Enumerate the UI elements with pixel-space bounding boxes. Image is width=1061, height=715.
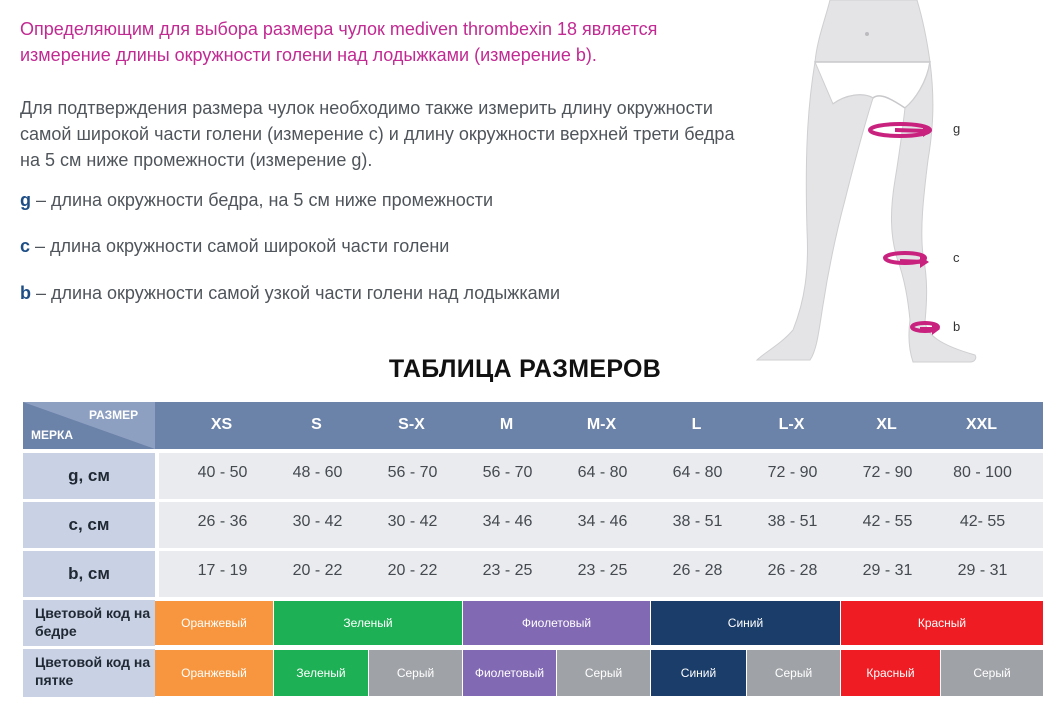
table-cell: 56 - 70 <box>482 464 533 481</box>
table-cell: 72 - 90 <box>767 464 818 481</box>
table-cell: 29 - 31 <box>862 562 913 579</box>
table-cell: 23 - 25 <box>482 562 533 579</box>
row-label-g: g, см <box>23 453 155 499</box>
thigh-color-band: Оранжевый <box>155 601 273 645</box>
thigh-color-band: Зеленый <box>274 601 462 645</box>
table-cell: 29 - 31 <box>957 562 1008 579</box>
row-label-c: c, см <box>23 502 155 548</box>
header-size-lx: L-X <box>778 416 805 433</box>
navel-icon <box>865 32 869 36</box>
table-cell: 56 - 70 <box>387 464 438 481</box>
heel-color-cell: Зеленый <box>274 650 368 696</box>
table-cell: 17 - 19 <box>197 562 248 579</box>
leg-left <box>757 62 873 360</box>
table-cell: 20 - 22 <box>292 562 343 579</box>
table-row-g <box>159 453 1043 499</box>
table-cell: 48 - 60 <box>292 464 343 481</box>
row-label-heel-color: Цветовой код на пятке <box>23 649 155 697</box>
heel-color-cell: Серый <box>941 650 1043 696</box>
legend-text: – длина окружности бедра, на 5 см ниже промежности <box>36 190 494 210</box>
legend-text: – длина окружности самой узкой части голени над лодыжками <box>36 283 561 303</box>
table-cell: 72 - 90 <box>862 464 913 481</box>
table-header <box>23 402 1043 449</box>
heel-color-cell: Серый <box>747 650 840 696</box>
legend-text: – длина окружности самой широкой части голени <box>35 236 450 256</box>
header-size-mx: M-X <box>586 416 617 433</box>
table-cell: 34 - 46 <box>482 513 533 530</box>
legend-key: b <box>20 283 31 303</box>
heel-color-cell: Красный <box>841 650 940 696</box>
table-cell: 26 - 36 <box>197 513 248 530</box>
figure-label-g: g <box>953 121 961 136</box>
confirm-text: Для подтверждения размера чулок необходимо также измерить длину окружности самой широкой части голени (измерение c) и длину окружности верхней трети бедра на 5 см ниже промежности (измерение g). <box>20 98 735 170</box>
table-cell: 80 - 100 <box>953 464 1012 481</box>
header-size-sx: S-X <box>398 416 425 433</box>
legend-item-c <box>20 236 449 257</box>
body-silhouette <box>815 0 930 62</box>
figure-label-b: b <box>953 319 961 334</box>
table-cell: 23 - 25 <box>577 562 628 579</box>
legend-item-b <box>20 283 560 304</box>
table-cell: 20 - 22 <box>387 562 438 579</box>
header-corner <box>23 402 155 449</box>
intro-text: Определяющим для выбора размера чулок mediven thrombexin 18 является измерение длины окружности голени над лодыжками (измерение b). <box>20 19 658 65</box>
header-size-m: M <box>499 416 514 433</box>
thigh-color-band: Синий <box>651 601 840 645</box>
thigh-color-band: Красный <box>841 601 1043 645</box>
table-cell: 26 - 28 <box>767 562 818 579</box>
heel-color-cell: Серый <box>557 650 650 696</box>
table-cell: 42- 55 <box>959 513 1006 530</box>
table-cell: 26 - 28 <box>672 562 723 579</box>
row-label-b: b, см <box>23 551 155 597</box>
heel-color-cell: Фиолетовый <box>463 650 556 696</box>
header-size-xs: XS <box>210 416 233 433</box>
figure-label-c: c <box>953 250 960 265</box>
table-row-c <box>159 502 1043 548</box>
header-size-xxl: XXL <box>965 416 998 433</box>
table-row-b <box>159 551 1043 597</box>
thigh-color-band: Фиолетовый <box>463 601 650 645</box>
table-cell: 30 - 42 <box>387 513 438 530</box>
table-cell: 42 - 55 <box>862 513 913 530</box>
table-cell: 64 - 80 <box>577 464 628 481</box>
table-cell: 64 - 80 <box>672 464 723 481</box>
table-cell: 38 - 51 <box>672 513 723 530</box>
table-cell: 38 - 51 <box>767 513 818 530</box>
table-cell: 40 - 50 <box>197 464 248 481</box>
heel-color-cell: Серый <box>369 650 462 696</box>
legend-key: g <box>20 190 31 210</box>
header-measure-label: МЕРКА <box>31 428 73 442</box>
header-size-xl: XL <box>876 416 897 433</box>
table-cell: 30 - 42 <box>292 513 343 530</box>
header-size-l: L <box>691 416 702 433</box>
row-label-thigh-color: Цветовой код на бедре <box>23 600 155 646</box>
header-size-label: РАЗМЕР <box>89 408 139 422</box>
heel-color-cell: Синий <box>651 650 746 696</box>
table-cell: 34 - 46 <box>577 513 628 530</box>
header-size-s: S <box>311 416 322 433</box>
legend-key: c <box>20 236 31 256</box>
table-title: ТАБЛИЦА РАЗМЕРОВ <box>388 355 662 383</box>
leg-diagram <box>745 0 1061 365</box>
legend-item-g <box>20 190 493 211</box>
heel-color-cell: Оранжевый <box>155 650 273 696</box>
